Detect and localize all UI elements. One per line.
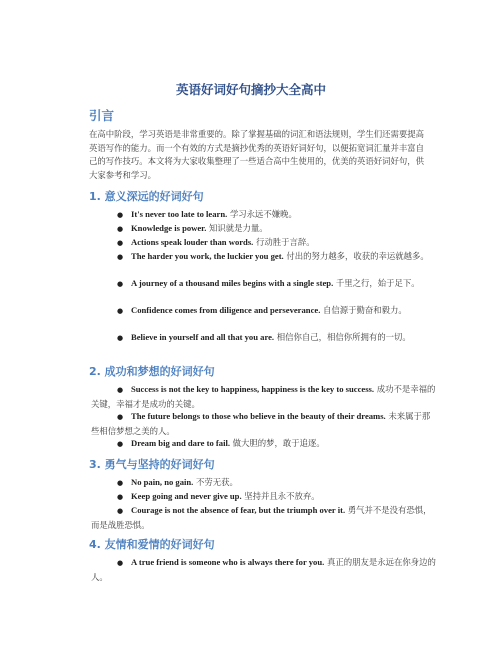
section-heading: 2. 成功和梦想的好词好句 — [89, 365, 215, 378]
bullet-icon: ● — [117, 493, 124, 501]
list-item: ● Knowledge is power. 知识就是力量。 — [91, 222, 436, 237]
bullet-icon: ● — [117, 334, 124, 342]
bullet-icon: ● — [117, 307, 124, 315]
list-item: ● The future belongs to those who believe in the beauty of their dreams. 未来属于那些相信梦想之美的人。 — [91, 411, 431, 436]
bullet-icon: ● — [117, 507, 124, 515]
list-item: ● The harder you work, the luckier you get. 付出的努力越多，收获的幸运就越多。 — [91, 250, 436, 265]
list-item: ● Dream big and dare to fail. 做大胆的梦，敢于追逐。 — [91, 437, 436, 452]
list-item: ● Actions speak louder than words. 行动胜于言辞。 — [91, 236, 436, 251]
document-title: 英语好词好句摘抄大全高中 — [175, 82, 326, 97]
list-item: ● A journey of a thousand miles begins with a single step. 千里之行，始于足下。 — [91, 277, 436, 292]
list-item: ● Confidence comes from diligence and perseverance. 自信源于勤奋和毅力。 — [91, 304, 436, 319]
section-heading: 1. 意义深远的好词好句 — [89, 190, 204, 203]
bullet-icon: ● — [117, 211, 124, 219]
intro-heading: 引言 — [89, 108, 115, 123]
list-item: ● Courage is not the absence of fear, but the triumph over it. 勇气并不是没有恐惧，而是战胜恐惧。 — [91, 505, 432, 530]
bullet-icon: ● — [117, 280, 124, 288]
bullet-icon: ● — [117, 413, 124, 421]
list-item: ● Believe in yourself and all that you are. 相信你自己，相信你所拥有的一切。 — [91, 331, 436, 346]
bullet-icon: ● — [117, 479, 124, 487]
list-item: ● Keep going and never give up. 坚持并且永不放弃。 — [91, 490, 436, 505]
intro-paragraph: 在高中阶段，学习英语是非常重要的。除了掌握基础的词汇和语法规则，学生们还需要提高英语写作的能力。而一个有效的方式是摘抄优秀的英语好词好句，以便拓宽词汇量并丰富自己的写作技巧。本文将为大家收集整理了一些适合高中生使用的，优美的英语好词好句，供大家参考和学习。 — [89, 129, 424, 180]
bullet-icon: ● — [117, 239, 124, 247]
section-heading: 3. 勇气与坚持的好词好句 — [89, 458, 215, 471]
list-item: ● A true friend is someone who is always there for you. 真正的朋友是永远在你身边的人。 — [91, 557, 436, 582]
list-item: ● No pain, no gain. 不劳无获。 — [91, 476, 436, 491]
list-item: ● Success is not the key to happiness, happiness is the key to success. 成功不是幸福的关键，幸福才是成功的关键。 — [91, 384, 436, 409]
bullet-icon: ● — [117, 440, 124, 448]
bullet-icon: ● — [117, 559, 124, 567]
section-heading: 4. 友情和爱情的好词好句 — [89, 538, 215, 551]
list-item: ● It's never too late to learn. 学习永远不嫌晚。 — [91, 208, 436, 223]
bullet-icon: ● — [117, 386, 124, 394]
bullet-icon: ● — [117, 253, 124, 261]
bullet-icon: ● — [117, 225, 124, 233]
